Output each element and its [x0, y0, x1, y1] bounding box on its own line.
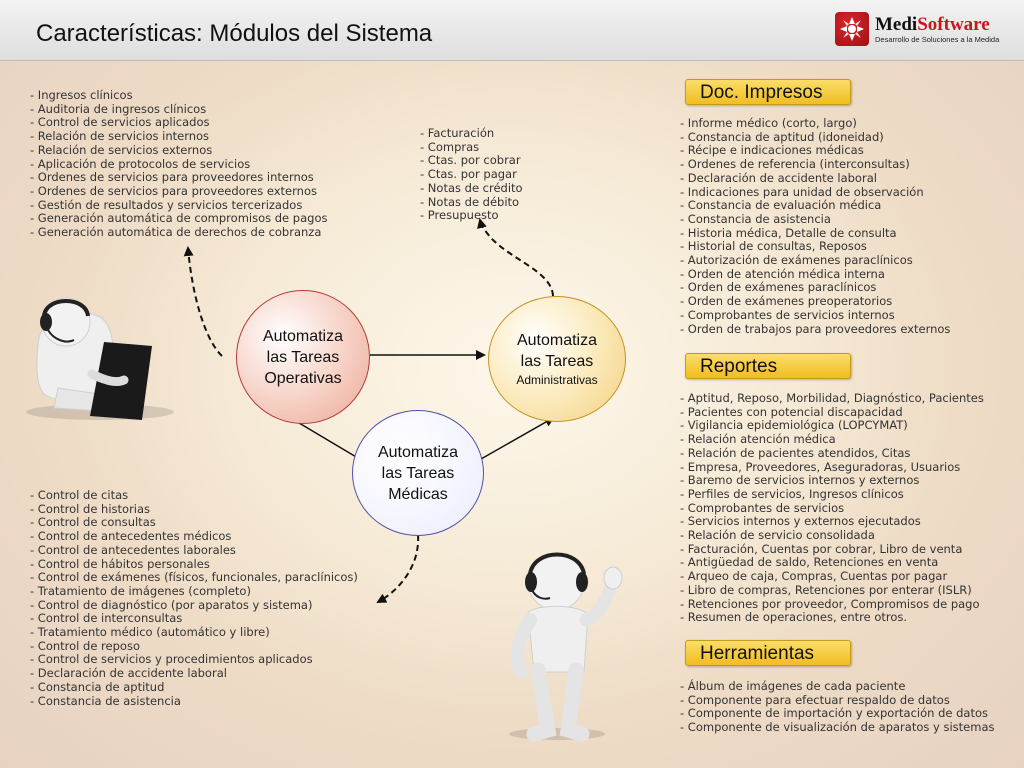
list-item: - Control de citas [30, 488, 129, 502]
list-item: - Control de exámenes (físicos, funcionales, paraclínicos) [30, 570, 358, 585]
list-item: - Declaración de accidente laboral [680, 170, 877, 185]
list-item: - Récipe e indicaciones médicas [680, 143, 864, 158]
list-item: - Gestión de resultados y servicios tercerizados [30, 197, 303, 212]
list-item: - Ordenes de servicios para proveedores externos [30, 183, 317, 198]
list-item: - Tratamiento médico (automático y libre) [30, 625, 270, 640]
list-item: - Generación automática de compromisos de pagos [30, 211, 328, 226]
list-item: - Declaración de accidente laboral [30, 666, 227, 681]
list-item: - Aptitud, Reposo, Morbilidad, Diagnóstico, Pacientes [680, 391, 984, 405]
list-item: - Álbum de imágenes de cada paciente [680, 679, 906, 693]
list-item: - Constancia de aptitud (idoneidad) [680, 129, 884, 144]
list-item: - Resumen de operaciones, entre otros. [680, 610, 908, 625]
list-item: - Componente para efectuar respaldo de datos [680, 692, 950, 707]
list-item: - Control de consultas [30, 515, 156, 530]
administrativas-line-1: Automatiza [516, 332, 598, 349]
list-item: - Constancia de asistencia [30, 693, 181, 708]
list-item: - Aplicación de protocolos de servicios [30, 156, 251, 171]
administrativas-task-list [420, 127, 523, 223]
list-item: - Relación atención médica [680, 432, 836, 447]
list-item: - Notas de crédito [420, 180, 523, 195]
administrativas-line-3: Administrativas [516, 373, 598, 387]
logo-name-medi: Medi [875, 14, 918, 35]
list-item: - Autorización de exámenes paraclínicos [680, 253, 913, 268]
list-item: - Perfiles de servicios, Ingresos clínicos [680, 486, 904, 501]
medicas-line-3: Médicas [388, 485, 448, 503]
list-item: - Empresa, Proveedores, Aseguradoras, Usuarios [680, 459, 961, 474]
list-item: - Control de antecedentes laborales [30, 542, 236, 557]
list-item: - Relación de servicios externos [30, 142, 213, 157]
list-item: - Antigüedad de saldo, Retenciones en venta [680, 555, 939, 570]
logo-tagline: Desarrollo de Soluciones a la Medida [875, 35, 1000, 44]
reportes-badge: Reportes [685, 353, 851, 379]
list-item: - Control de reposo [30, 638, 140, 653]
list-item: - Control de historias [30, 501, 151, 516]
page-title: Características: Módulos del Sistema [36, 20, 433, 47]
list-item: - Arqueo de caja, Compras, Cuentas por pagar [680, 569, 948, 584]
list-item: - Control de hábitos personales [30, 556, 210, 571]
list-item: - Vigilancia epidemiológica (LOPCYMAT) [680, 418, 908, 433]
list-item: - Relación de servicio consolidada [680, 528, 875, 543]
list-item: - Facturación [420, 126, 495, 140]
list-item: - Orden de trabajos para proveedores externos [680, 321, 951, 336]
list-item: - Control de antecedentes médicos [30, 529, 232, 544]
administrativas-line-2: las Tareas [520, 353, 594, 370]
operativas-line-3: Operativas [264, 369, 342, 387]
list-item: - Servicios internos y externos ejecutados [680, 514, 921, 529]
list-item: - Relación de pacientes atendidos, Citas [680, 445, 911, 460]
list-item: - Constancia de asistencia [680, 211, 831, 226]
list-item: - Facturación, Cuentas por cobrar, Libro de venta [680, 541, 963, 556]
medicas-line-2: las Tareas [381, 464, 455, 482]
operativas-circle [236, 290, 370, 424]
operativas-line-1: Automatiza [262, 327, 344, 345]
list-item: - Relación de servicios internos [30, 129, 210, 144]
list-item: - Historia médica, Detalle de consulta [680, 225, 897, 240]
list-item: - Ctas. por cobrar [420, 153, 521, 168]
list-item: - Orden de exámenes preoperatorios [680, 294, 893, 309]
list-item: - Pacientes con potencial discapacidad [680, 404, 903, 419]
list-item: - Presupuesto [420, 208, 499, 223]
list-item: - Notas de débito [420, 194, 520, 209]
list-item: - Historial de consultas, Reposos [680, 239, 867, 254]
list-item: - Componente de importación y exportación de datos [680, 706, 989, 721]
list-item: - Constancia de evaluación médica [680, 198, 882, 213]
list-item: - Control de interconsultas [30, 611, 183, 626]
herramientas-badge: Herramientas [685, 640, 851, 666]
list-item: - Ordenes de servicios para proveedores internos [30, 170, 314, 185]
operativas-task-list [30, 89, 327, 240]
doc-impresos-list [680, 117, 950, 336]
list-item: - Orden de exámenes paraclínicos [680, 280, 877, 295]
administrativas-circle [488, 296, 626, 422]
list-item: - Comprobantes de servicios [680, 500, 845, 515]
herramientas-list [680, 680, 995, 735]
reportes-list [680, 392, 984, 625]
medicas-circle [352, 410, 484, 536]
list-item: - Control de servicios aplicados [30, 115, 210, 130]
list-item: - Comprobantes de servicios internos [680, 307, 895, 322]
list-item: - Libro de compras, Retenciones por enterar (ISLR) [680, 582, 972, 597]
list-item: - Control de diagnóstico (por aparatos y sistema) [30, 597, 313, 612]
list-item: - Indicaciones para unidad de observación [680, 184, 924, 199]
list-item: - Orden de atención médica interna [680, 266, 885, 281]
operativas-line-2: las Tareas [266, 348, 340, 366]
list-item: - Tratamiento de imágenes (completo) [30, 583, 251, 598]
list-item: - Generación automática de derechos de cobranza [30, 225, 322, 240]
list-item: - Informe médico (corto, largo) [680, 116, 857, 130]
doc-impresos-badge: Doc. Impresos [685, 79, 851, 105]
list-item: - Compras [420, 139, 480, 154]
list-item: - Ingresos clínicos [30, 88, 133, 102]
medicas-line-1: Automatiza [377, 443, 459, 461]
list-item: - Ordenes de referencia (interconsultas) [680, 157, 910, 172]
list-item: - Retenciones por proveedor, Compromisos de pago [680, 596, 980, 611]
list-item: - Auditoria de ingresos clínicos [30, 101, 207, 116]
list-item: - Ctas. por pagar [420, 167, 517, 182]
list-item: - Constancia de aptitud [30, 679, 165, 694]
list-item: - Baremo de servicios internos y externos [680, 473, 920, 488]
medicas-task-list [30, 489, 358, 708]
logo-name-software: Software [917, 14, 990, 35]
list-item: - Control de servicios y procedimientos aplicados [30, 652, 313, 667]
list-item: - Componente de visualización de aparatos y sistemas [680, 720, 995, 735]
